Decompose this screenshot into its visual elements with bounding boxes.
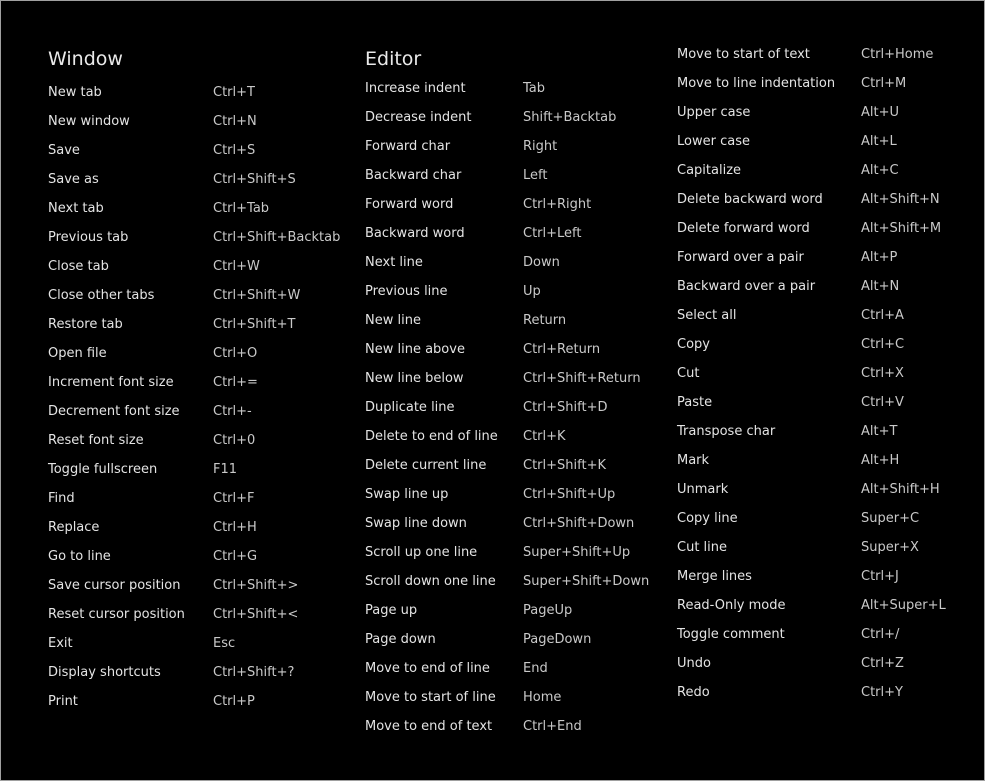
shortcut-key-combo: Home <box>523 690 562 705</box>
shortcut-key-combo: Ctrl+Left <box>523 226 582 241</box>
shortcut-key-combo: Alt+C <box>861 163 899 178</box>
shortcut-action-label: New line below <box>365 371 464 386</box>
shortcut-key-combo: Ctrl+H <box>213 520 257 535</box>
shortcut-key-combo: Right <box>523 139 558 154</box>
shortcut-key-combo: Alt+U <box>861 105 900 120</box>
shortcut-key-combo: Ctrl+Shift+K <box>523 458 606 473</box>
shortcut-key-combo: Alt+P <box>861 250 898 265</box>
shortcut-action-label: Replace <box>48 520 100 535</box>
shortcut-action-label: Select all <box>677 308 737 323</box>
shortcut-action-label: Delete current line <box>365 458 487 473</box>
shortcut-key-combo: Alt+Shift+M <box>861 221 942 236</box>
shortcut-key-combo: Ctrl+= <box>213 375 258 390</box>
shortcut-key-combo: Ctrl+G <box>213 549 258 564</box>
shortcut-key-combo: Ctrl+F <box>213 491 255 506</box>
shortcut-action-label: Previous tab <box>48 230 129 245</box>
shortcut-action-label: Print <box>48 694 78 709</box>
shortcut-key-combo: Ctrl+Shift+Down <box>523 516 635 531</box>
shortcut-key-combo: Ctrl+Shift+T <box>213 317 296 332</box>
shortcut-key-combo: Ctrl+M <box>861 76 907 91</box>
shortcut-action-label: Reset cursor position <box>48 607 185 622</box>
shortcut-key-combo: Ctrl+T <box>213 85 255 100</box>
shortcut-key-combo: Ctrl+Shift+S <box>213 172 296 187</box>
shortcut-action-label: Unmark <box>677 482 729 497</box>
shortcut-action-label: Upper case <box>677 105 751 120</box>
shortcut-key-combo: PageDown <box>523 632 592 647</box>
shortcut-action-label: Close other tabs <box>48 288 155 303</box>
shortcut-action-label: Increment font size <box>48 375 174 390</box>
shortcut-action-label: Forward over a pair <box>677 250 804 265</box>
shortcut-key-combo: Ctrl+Home <box>861 47 934 62</box>
shortcut-key-combo: Ctrl+K <box>523 429 566 444</box>
shortcut-action-label: Move to end of text <box>365 719 493 734</box>
shortcut-key-combo: Ctrl+/ <box>861 627 900 642</box>
shortcut-key-combo: Ctrl+Shift+< <box>213 607 299 622</box>
shortcut-key-combo: Alt+H <box>861 453 900 468</box>
window-section-heading: Window <box>48 48 123 70</box>
shortcut-key-combo: Ctrl+Tab <box>213 201 270 216</box>
shortcut-action-label: Next line <box>365 255 423 270</box>
shortcut-key-combo: F11 <box>213 462 238 477</box>
shortcut-action-label: Close tab <box>48 259 109 274</box>
shortcut-action-label: Page down <box>365 632 436 647</box>
shortcut-key-combo: PageUp <box>523 603 573 618</box>
shortcut-action-label: Move to end of line <box>365 661 490 676</box>
shortcut-key-combo: Down <box>523 255 560 270</box>
shortcut-action-label: Undo <box>677 656 711 671</box>
shortcut-key-combo: Alt+Shift+N <box>861 192 940 207</box>
shortcut-key-combo: Up <box>523 284 541 299</box>
shortcut-key-combo: Esc <box>213 636 236 651</box>
shortcut-key-combo: Ctrl+Shift+D <box>523 400 608 415</box>
shortcut-key-combo: Ctrl+Shift+W <box>213 288 301 303</box>
shortcut-action-label: Move to line indentation <box>677 76 836 91</box>
shortcut-action-label: Scroll up one line <box>365 545 478 560</box>
shortcut-key-combo: Alt+L <box>861 134 897 149</box>
shortcut-key-combo: Return <box>523 313 567 328</box>
shortcut-key-combo: Ctrl+Shift+Up <box>523 487 616 502</box>
shortcut-key-combo: Alt+T <box>861 424 898 439</box>
editor-section-heading: Editor <box>365 48 422 70</box>
shortcut-key-combo: Ctrl+End <box>523 719 582 734</box>
shortcut-action-label: Decrement font size <box>48 404 180 419</box>
shortcut-action-label: Page up <box>365 603 418 618</box>
shortcut-action-label: New tab <box>48 85 102 100</box>
shortcut-key-combo: Ctrl+Z <box>861 656 904 671</box>
shortcut-action-label: Delete to end of line <box>365 429 498 444</box>
shortcut-action-label: New line <box>365 313 421 328</box>
shortcut-action-label: Lower case <box>677 134 750 149</box>
shortcut-action-label: Previous line <box>365 284 448 299</box>
shortcut-key-combo: Ctrl+Shift+Backtab <box>213 230 341 245</box>
shortcut-key-combo: Ctrl+Shift+> <box>213 578 299 593</box>
shortcut-action-label: Decrease indent <box>365 110 472 125</box>
shortcut-key-combo: Ctrl+N <box>213 114 257 129</box>
shortcut-action-label: Capitalize <box>677 163 742 178</box>
shortcut-action-label: Scroll down one line <box>365 574 496 589</box>
shortcut-key-combo: Super+Shift+Up <box>523 545 631 560</box>
shortcut-action-label: Save cursor position <box>48 578 181 593</box>
shortcut-key-combo: Alt+Shift+H <box>861 482 940 497</box>
shortcut-action-label: Save <box>48 143 80 158</box>
shortcut-key-combo: Alt+Super+L <box>861 598 946 613</box>
shortcut-action-label: Redo <box>677 685 710 700</box>
shortcut-key-combo: Super+X <box>861 540 919 555</box>
shortcut-action-label: Cut <box>677 366 700 381</box>
shortcut-key-combo: Ctrl+C <box>861 337 905 352</box>
shortcut-key-combo: Left <box>523 168 548 183</box>
shortcut-key-combo: End <box>523 661 548 676</box>
shortcut-key-combo: Ctrl+V <box>861 395 904 410</box>
shortcut-action-label: Toggle comment <box>677 627 785 642</box>
shortcut-action-label: Forward word <box>365 197 454 212</box>
shortcut-action-label: Restore tab <box>48 317 123 332</box>
shortcut-key-combo: Ctrl+X <box>861 366 904 381</box>
shortcut-key-combo: Ctrl+0 <box>213 433 256 448</box>
shortcut-key-combo: Ctrl+- <box>213 404 252 419</box>
shortcut-key-combo: Ctrl+A <box>861 308 904 323</box>
shortcut-key-combo: Super+Shift+Down <box>523 574 650 589</box>
shortcut-key-combo: Shift+Backtab <box>523 110 617 125</box>
shortcut-action-label: Merge lines <box>677 569 752 584</box>
shortcut-key-combo: Ctrl+O <box>213 346 258 361</box>
shortcut-action-label: Mark <box>677 453 710 468</box>
shortcut-action-label: Read-Only mode <box>677 598 786 613</box>
shortcut-action-label: New line above <box>365 342 465 357</box>
shortcut-action-label: Backward over a pair <box>677 279 816 294</box>
shortcut-action-label: Swap line up <box>365 487 449 502</box>
shortcut-action-label: Move to start of line <box>365 690 496 705</box>
shortcut-action-label: Backward char <box>365 168 462 183</box>
shortcut-action-label: Swap line down <box>365 516 467 531</box>
shortcut-key-combo: Ctrl+S <box>213 143 256 158</box>
shortcut-action-label: Find <box>48 491 75 506</box>
shortcut-action-label: Forward char <box>365 139 451 154</box>
shortcut-key-combo: Ctrl+Y <box>861 685 903 700</box>
shortcut-key-combo: Ctrl+Return <box>523 342 601 357</box>
shortcut-key-combo: Ctrl+Shift+? <box>213 665 295 680</box>
shortcut-key-combo: Ctrl+J <box>861 569 899 584</box>
shortcut-action-label: Display shortcuts <box>48 665 161 680</box>
shortcut-action-label: Backward word <box>365 226 465 241</box>
shortcut-action-label: Delete forward word <box>677 221 810 236</box>
shortcut-key-combo: Ctrl+Right <box>523 197 592 212</box>
shortcut-key-combo: Ctrl+W <box>213 259 260 274</box>
shortcut-action-label: Move to start of text <box>677 47 810 62</box>
shortcut-key-combo: Tab <box>523 81 546 96</box>
shortcut-action-label: Increase indent <box>365 81 466 96</box>
shortcut-action-label: Cut line <box>677 540 728 555</box>
shortcut-action-label: Toggle fullscreen <box>48 462 158 477</box>
shortcut-key-combo: Ctrl+P <box>213 694 255 709</box>
shortcut-action-label: Next tab <box>48 201 104 216</box>
shortcut-action-label: New window <box>48 114 130 129</box>
shortcut-action-label: Open file <box>48 346 107 361</box>
shortcut-key-combo: Ctrl+Shift+Return <box>523 371 641 386</box>
shortcut-action-label: Duplicate line <box>365 400 455 415</box>
shortcut-action-label: Save as <box>48 172 99 187</box>
shortcut-action-label: Go to line <box>48 549 111 564</box>
shortcut-action-label: Copy line <box>677 511 738 526</box>
shortcut-key-combo: Alt+N <box>861 279 900 294</box>
shortcut-key-combo: Super+C <box>861 511 920 526</box>
shortcut-action-label: Transpose char <box>677 424 776 439</box>
shortcut-action-label: Copy <box>677 337 710 352</box>
shortcut-action-label: Paste <box>677 395 713 410</box>
shortcut-action-label: Delete backward word <box>677 192 823 207</box>
shortcut-action-label: Exit <box>48 636 73 651</box>
shortcut-action-label: Reset font size <box>48 433 144 448</box>
